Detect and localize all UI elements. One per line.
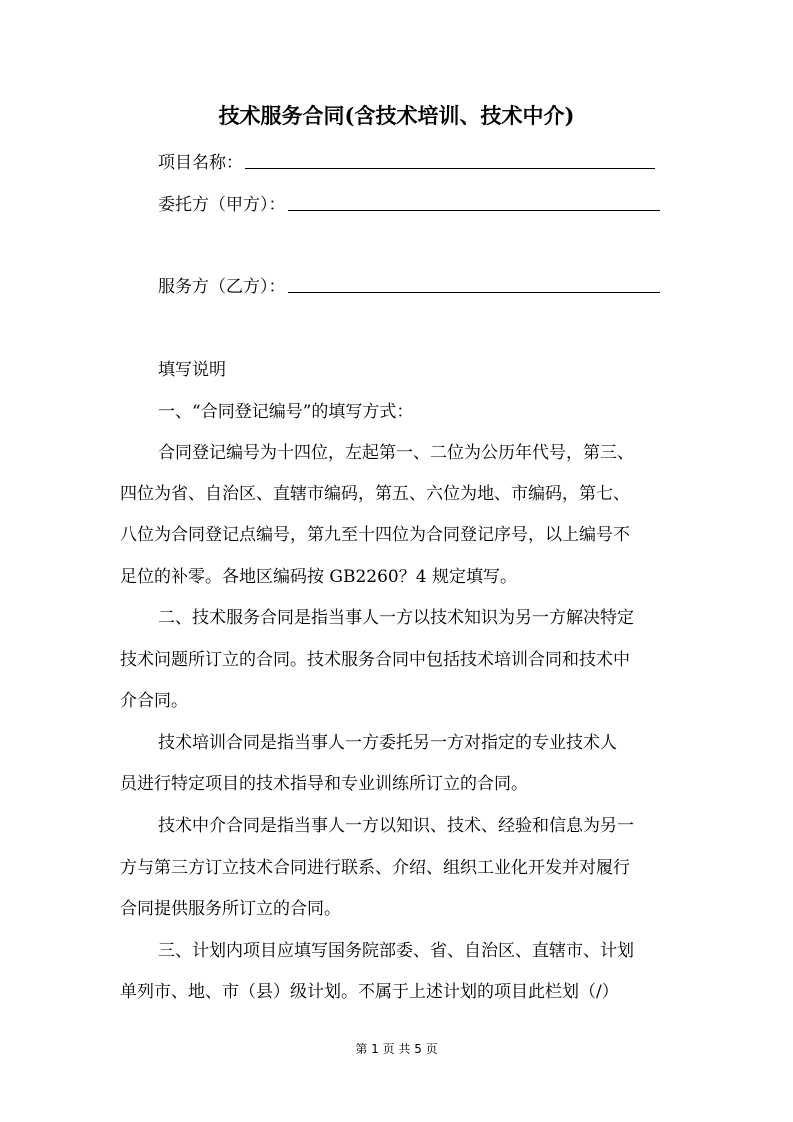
paragraph-line: 技术问题所订立的合同。技术服务合同中包括技术培训合同和技术中: [120, 650, 630, 670]
provider-blank-line[interactable]: [288, 291, 660, 293]
paragraph-line: 技术培训合同是指当事人一方委托另一方对指定的专业技术人: [158, 733, 617, 753]
client-field: [158, 190, 660, 215]
provider-field: [158, 272, 660, 297]
client-blank-line[interactable]: [288, 209, 660, 211]
client-label: 委托方（甲方）：: [158, 195, 286, 215]
provider-label: 服务方（乙方）：: [158, 277, 286, 297]
section-heading: 填写说明: [158, 360, 226, 380]
paragraph-line: 单列市、地、市（县）级计划。不属于上述计划的项目此栏划（/）: [120, 982, 619, 1002]
document-title: 技术服务合同(含技术培训、技术中介): [218, 103, 575, 128]
paragraph-line: 二、技术服务合同是指当事人一方以技术知识为另一方解决特定: [158, 608, 634, 628]
project-name-blank-line[interactable]: [245, 167, 655, 169]
project-name-label: 项目名称：: [158, 153, 243, 173]
project-name-field: [158, 148, 655, 173]
page-indicator: 第 1 页 共 5 页: [355, 1042, 438, 1056]
paragraph-line: 合同登记编号为十四位，左起第一、二位为公历年代号，第三、: [158, 443, 634, 463]
paragraph-line: 八位为合同登记点编号，第九至十四位为合同登记序号，以上编号不: [120, 525, 630, 545]
item1-heading: 一、“合同登记编号”的填写方式：: [158, 402, 414, 422]
paragraph-line: 员进行特定项目的技术指导和专业训练所订立的合同。: [120, 774, 528, 794]
paragraph-line: 三、计划内项目应填写国务院部委、省、自治区、直辖市、计划: [158, 941, 634, 961]
paragraph-line: 技术中介合同是指当事人一方以知识、技术、经验和信息为另一: [158, 816, 634, 836]
paragraph-line: 四位为省、自治区、直辖市编码，第五、六位为地、市编码，第七、: [120, 484, 630, 504]
paragraph-line: 足位的补零。各地区编码按 GB2260？4 规定填写。: [120, 567, 517, 587]
paragraph-line: 介合同。: [120, 691, 188, 711]
paragraph-line: 合同提供服务所订立的合同。: [120, 899, 341, 919]
paragraph-line: 方与第三方订立技术合同进行联系、介绍、组织工业化开发并对履行: [120, 858, 630, 878]
